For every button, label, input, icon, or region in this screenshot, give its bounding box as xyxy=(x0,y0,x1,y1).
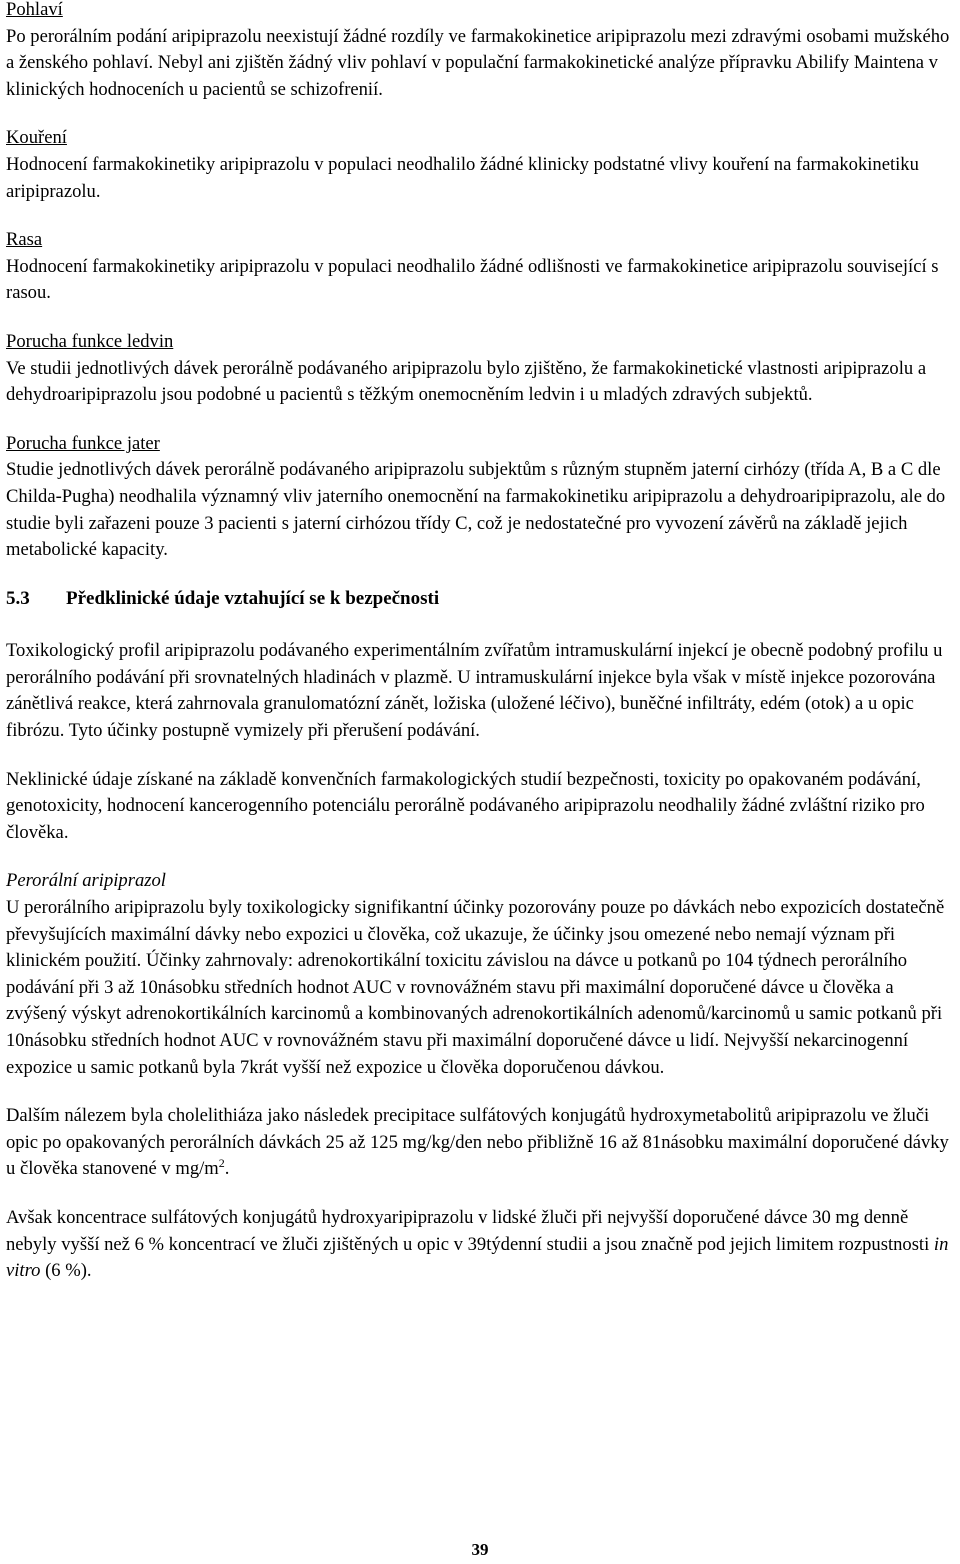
section-gender xyxy=(6,0,954,103)
section-title: Rasa xyxy=(6,229,43,251)
section-title: Porucha funkce ledvin xyxy=(6,330,174,352)
section-body: Hodnocení farmakokinetiky aripiprazolu v populaci neodhalilo žádné klinicky podstatné vlivy kouření na farmakokinetiku aripiprazolu. xyxy=(6,153,919,202)
paragraph-cholelithiasis xyxy=(6,1103,954,1183)
paragraph-sulfate-conjugates xyxy=(6,1205,954,1285)
paragraph-nonclinical-data: Neklinické údaje získané na základě konvenčních farmakologických studií bezpečnosti, toxicity po opakovaném podávání, genotoxicity, hodnocení kancerogenního potenciálu perorálně podávaného aripiprazolu neodhalily žádné zvláštní riziko pro člověka. xyxy=(6,768,925,843)
section-title: Perorální aripiprazol xyxy=(6,870,166,892)
section-title: Pohlaví xyxy=(6,0,63,20)
section-title: Porucha funkce jater xyxy=(6,432,160,454)
section-hepatic-impairment xyxy=(6,431,954,564)
section-body: Po perorálním podání aripiprazolu neexistují žádné rozdíly ve farmakokinetice aripiprazolu mezi zdravými osobami mužského a ženského pohlaví. Nebyl ani zjištěn žádný vliv pohlaví v populační farmakokinetické analýze přípravku Abilify Maintena v klinických hodnoceních u pacientů se schizofrenií. xyxy=(6,25,950,100)
paragraph-tail: (6 %). xyxy=(40,1260,92,1282)
superscript: 2 xyxy=(218,1156,225,1171)
section-race xyxy=(6,227,954,307)
section-oral-aripiprazole xyxy=(6,868,954,1081)
paragraph-toxicology-profile: Toxikologický profil aripiprazolu podávaného experimentálním zvířatům intramuskulární injekcí je obecně podobný profilu u perorálního podávání při srovnatelných hladinách v plazmě. U intramuskulární injekce byla však v místě injekce pozorována zánětlivá reakce, která zahrnovala granulomatózní zánět, ložiska (uložené léčivo), buněčné infiltráty, edém (otok) a u opic fibrózu. Tyto účinky postupně vymizely při přerušení podávání. xyxy=(6,640,943,742)
heading-number: 5.3 xyxy=(6,587,30,609)
section-body: U perorálního aripiprazolu byly toxikologicky signifikantní účinky pozorovány pouze po dávkách nebo expozicích dostatečně převyšujících maximální dávky nebo expozici u člověka, což ukazuje, že účinky jsou omezené nebo nemají význam při klinickém použití. Účinky zahrnovaly: adrenokortikální toxicitu závislou na dávce u potkanů po 104 týdnech perorálního podávání při 3 až 10násobku středních hodnot AUC v rovnovážném stavu při maximální doporučené dávce u člověka a zvýšený výskyt adrenokortikálních karcinomů a kombinovaných adrenokortikálních adenomů/karcinomů u samic potkanů při 10násobku středních hodnot AUC v rovnovážném stavu při maximální doporučené dávce u lidí. Nejvyšší nekarcinogenní expozice u samic potkanů byla 7krát vyšší než expozice u člověka doporučenou dávkou. xyxy=(6,897,945,1078)
document-page xyxy=(6,0,954,1307)
section-smoking xyxy=(6,125,954,205)
section-body: Ve studii jednotlivých dávek perorálně podávaného aripiprazolu bylo zjištěno, že farmakokinetické vlastnosti aripiprazolu a dehydroaripiprazolu jsou podobné u pacientů s těžkým onemocněním ledvin i u mladých zdravých subjektů. xyxy=(6,357,927,406)
heading-title: Předklinické údaje vztahující se k bezpečnosti xyxy=(66,587,440,609)
section-body: Hodnocení farmakokinetiky aripiprazolu v populaci neodhalilo žádné odlišnosti ve farmakokinetice aripiprazolu související s rasou. xyxy=(6,255,939,304)
section-heading-5-3 xyxy=(6,586,954,613)
section-renal-impairment xyxy=(6,329,954,409)
italic-term: in vitro xyxy=(6,1233,949,1282)
paragraph-tail: . xyxy=(224,1158,230,1180)
paragraph-text: Avšak koncentrace sulfátových konjugátů hydroxyaripiprazolu v lidské žluči při nejvyšší doporučené dávce 30 mg denně nebyly vyšší než 6 % koncentrací ve žluči zjištěných u opic v 39týdenní studii a jsou značně pod jejich limitem rozpustnosti xyxy=(6,1206,934,1255)
paragraph-text: Dalším nálezem byla cholelithiáza jako následek precipitace sulfátových konjugátů hydroxymetabolitů aripiprazolu ve žluči opic po opakovaných perorálních dávkách 25 až 125 mg/kg/den nebo přibližně 16 až 81násobku maximální doporučené dávky u člověka stanovené v mg/m xyxy=(6,1105,949,1180)
section-body: Studie jednotlivých dávek perorálně podávaného aripiprazolu subjektům s různým stupněm jaterní cirhózy (třída A, B a C dle Childa-Pugha) neodhalila významný vliv jaterního onemocnění na farmakokinetiku aripiprazolu a dehydroaripiprazolu, ale do studie byli zařazeni pouze 3 pacienti s jaterní cirhózou třídy C, což je nedostatečné pro vyvození závěrů na základě jejich metabolické kapacity. xyxy=(6,459,946,561)
section-title: Kouření xyxy=(6,127,67,149)
page-number: 39 xyxy=(471,1540,489,1559)
